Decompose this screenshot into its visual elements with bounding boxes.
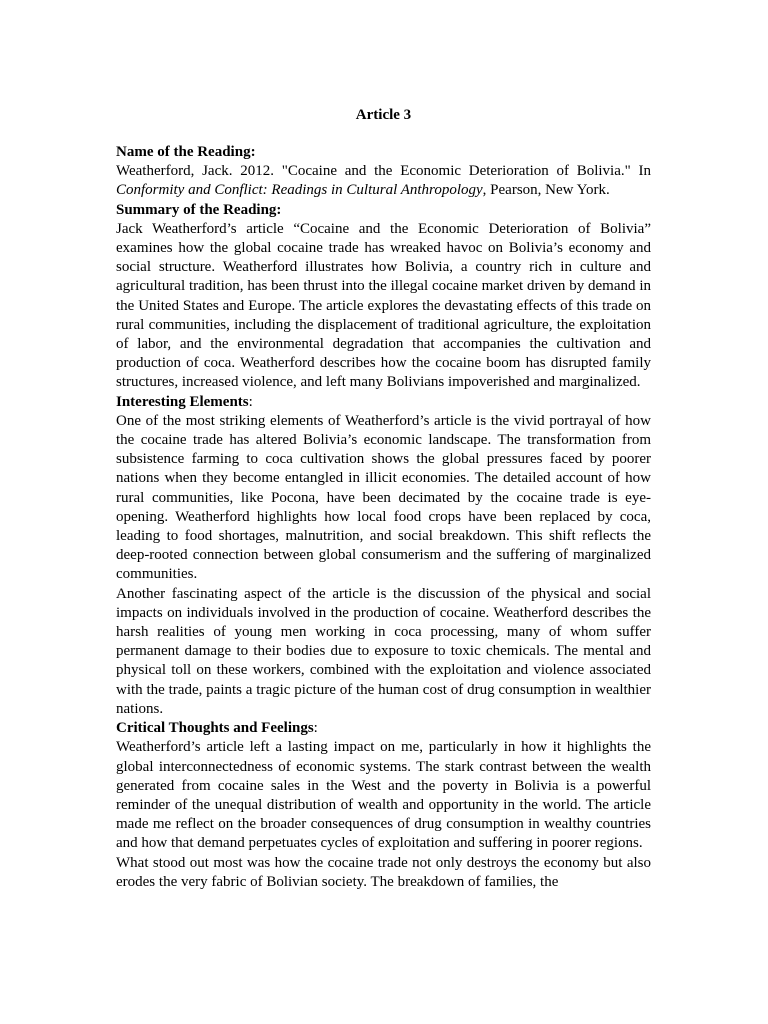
critical-thoughts-heading bbox=[116, 719, 651, 738]
citation-paragraph bbox=[116, 162, 651, 200]
interesting-paragraph-2: Another fascinating aspect of the article is the discussion of the physical and social impacts on individuals involved in the production of cocaine. Weatherford describes the harsh realities of young men working in coca processing, many of whom suffer permanent damage to their bodies due to exposure to toxic chemicals. The mental and physical toll on these workers, combined with the exploitation and violence associated with the trade, paints a tragic picture of the human cost of drug consumption in wealthier nations. bbox=[116, 585, 651, 717]
citation-text: Weatherford, Jack. 2012. "Cocaine and the Economic Deterioration of Bolivia." In bbox=[116, 163, 651, 180]
critical-paragraph-1: Weatherford’s article left a lasting impact on me, particularly in how it highlights the global interconnectedness of economic systems. The stark contrast between the wealth generated from cocaine sales in the West and the poverty in Bolivia is a powerful reminder of the unequal distribution of wealth and opportunity in the world. The article made me reflect on the broader consequences of drug consumption in wealthy countries and how that demand perpetuates cycles of exploitation and suffering in poorer regions. bbox=[116, 739, 651, 852]
critical-paragraph-2: What stood out most was how the cocaine trade not only destroys the economy but also erodes the very fabric of Bolivian society. The breakdown of families, the bbox=[116, 854, 651, 890]
interesting-elements-heading bbox=[116, 393, 651, 412]
summary-paragraph: Jack Weatherford’s article “Cocaine and the Economic Deterioration of Bolivia” examines how the global cocaine trade has wreaked havoc on Bolivia’s economy and social structure. Weatherford illustrates how Bolivia, a country rich in culture and agricultural tradition, has been thrust into the illegal cocaine market driven by demand in the United States and Europe. The article explores the devastating effects of this trade on rural communities, including the displacement of traditional agriculture, the exploitation of labor, and the environmental degradation that accompanies the cultivation and production of coca. Weatherford describes how the cocaine boom has disrupted family structures, increased violence, and left many Bolivians impoverished and marginalized. bbox=[116, 220, 651, 391]
document-title: Article 3 bbox=[355, 107, 412, 123]
critical-thoughts-heading-text: Critical Thoughts and Feelings bbox=[116, 720, 314, 737]
citation-publisher: , Pearson, New York. bbox=[482, 182, 610, 199]
document-page bbox=[116, 104, 651, 892]
summary-heading: Summary of the Reading: bbox=[116, 201, 282, 218]
critical-thoughts-colon: : bbox=[313, 720, 318, 737]
interesting-elements-heading-text: Interesting Elements bbox=[116, 393, 249, 410]
interesting-paragraph-1: One of the most striking elements of Weatherford’s article is the vivid portrayal of how the cocaine trade has altered Bolivia’s economic landscape. The transformation from subsistence farming to coca cultivation shows the global pressures faced by poorer nations when they become entangled in illicit economies. The detailed account of how rural communities, like Pocona, have been decimated by the cocaine trade is eye-opening. Weatherford highlights how local food crops have been replaced by coca, leading to food shortages, malnutrition, and social breakdown. This shift reflects the deep-rooted connection between global consumerism and the suffering of marginalized communities. bbox=[116, 412, 651, 583]
interesting-elements-colon: : bbox=[248, 393, 253, 410]
citation-book-title: Conformity and Conflict: Readings in Cultural Anthropology bbox=[116, 182, 483, 199]
name-of-reading-heading: Name of the Reading: bbox=[116, 144, 256, 160]
